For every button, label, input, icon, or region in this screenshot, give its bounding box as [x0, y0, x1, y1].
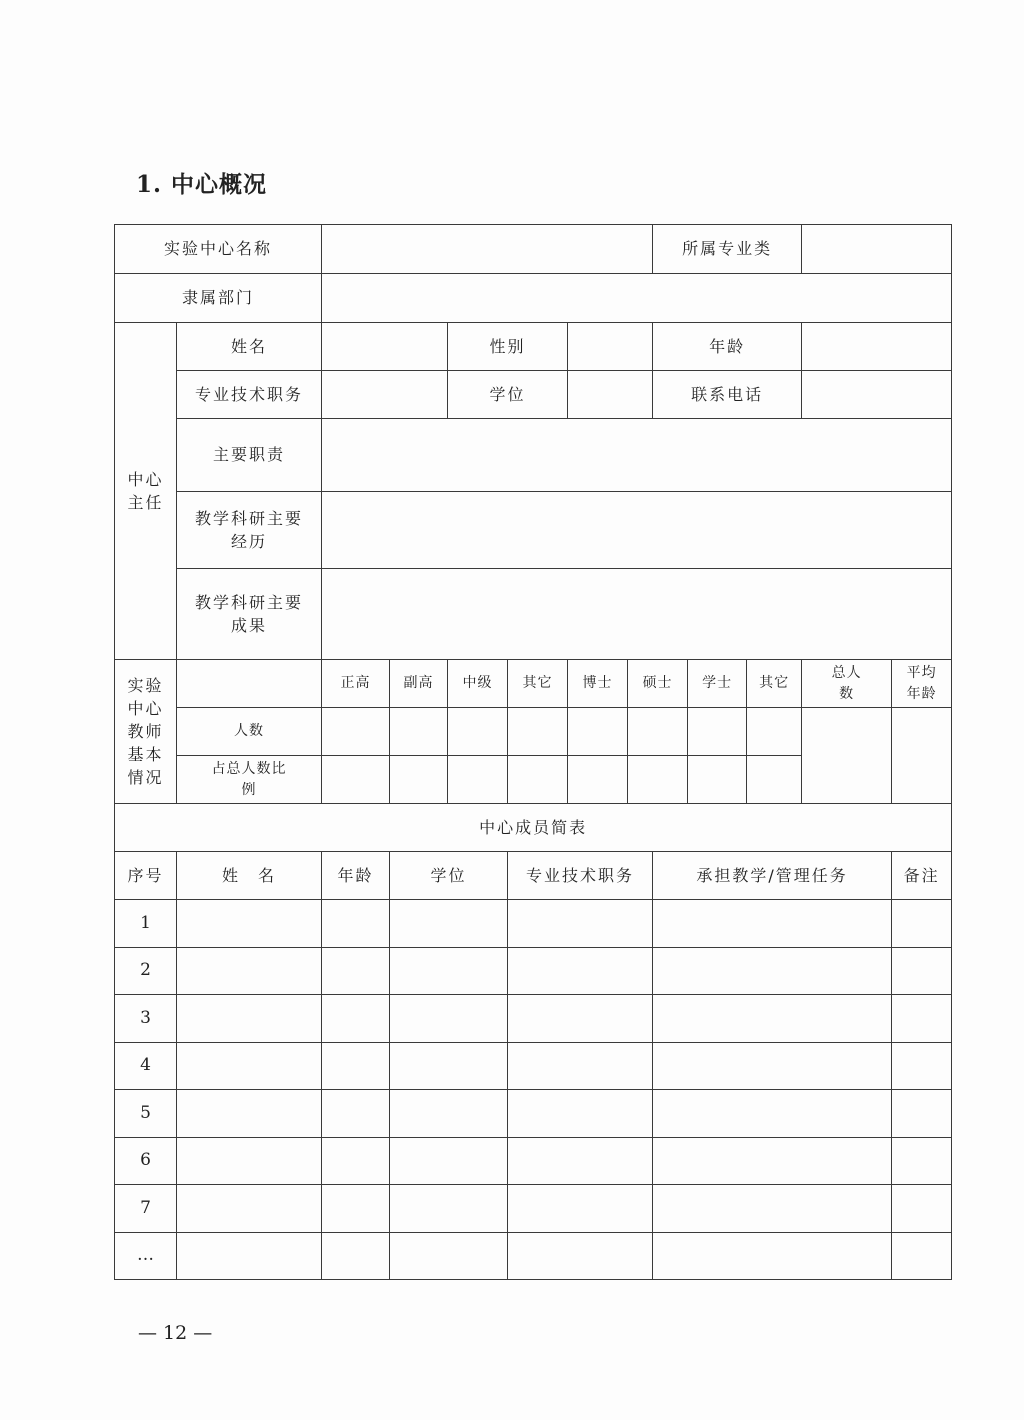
teachers-count-cell[interactable]	[628, 708, 688, 756]
member-row-index: 6	[115, 1137, 177, 1185]
director-achievements-label-line1: 教学科研主要	[195, 592, 304, 612]
teachers-count-row	[115, 708, 952, 756]
member-cell[interactable]	[322, 900, 390, 948]
member-row-index: 5	[115, 1090, 177, 1138]
director-group-label	[115, 323, 177, 660]
page-number: — 12 —	[138, 1322, 213, 1344]
director-degree-field[interactable]	[568, 371, 653, 419]
teachers-ratio-cell[interactable]	[747, 756, 802, 804]
director-phone-label: 联系电话	[653, 371, 802, 419]
member-cell[interactable]	[892, 995, 952, 1043]
member-row	[115, 900, 952, 948]
teachers-total-header-line1: 总人	[831, 665, 862, 682]
teachers-group-label-line: 中心	[127, 698, 164, 718]
member-row	[115, 1042, 952, 1090]
member-cell[interactable]	[892, 1185, 952, 1233]
director-name-label: 姓名	[177, 323, 322, 371]
director-group-label-line1: 中心	[127, 469, 164, 489]
director-group-label-line2: 主任	[127, 493, 164, 512]
teachers-avg-age-header-line2: 年龄	[906, 685, 937, 702]
department-field[interactable]	[322, 274, 952, 323]
member-cell[interactable]	[653, 995, 892, 1043]
director-experience-label-line2: 经历	[231, 532, 268, 551]
member-cell[interactable]	[892, 1232, 952, 1280]
director-degree-label: 学位	[448, 371, 568, 419]
members-col-header-age: 年龄	[322, 852, 390, 900]
member-cell[interactable]	[653, 1137, 892, 1185]
teachers-count-cell[interactable]	[322, 708, 390, 756]
member-cell[interactable]	[390, 947, 508, 995]
director-name-field[interactable]	[322, 323, 448, 371]
member-cell[interactable]	[390, 1042, 508, 1090]
member-cell[interactable]	[653, 1042, 892, 1090]
director-gender-label: 性别	[448, 323, 568, 371]
teachers-group-label-line: 情况	[127, 768, 164, 788]
member-cell[interactable]	[892, 1042, 952, 1090]
member-cell[interactable]	[653, 1232, 892, 1280]
teachers-corner-cell	[177, 660, 322, 708]
director-row-experience	[115, 492, 952, 569]
director-duties-label: 主要职责	[177, 419, 322, 492]
member-cell[interactable]	[177, 1232, 322, 1280]
teachers-ratio-cell[interactable]	[390, 756, 448, 804]
member-row	[115, 995, 952, 1043]
teachers-avg-age-field[interactable]	[892, 708, 952, 804]
major-category-label: 所属专业类	[653, 225, 802, 274]
member-cell[interactable]	[390, 1232, 508, 1280]
member-row	[115, 1185, 952, 1233]
teachers-header-row	[115, 660, 952, 708]
director-experience-field[interactable]	[322, 492, 952, 569]
teachers-ratio-label-line2: 例	[241, 781, 257, 798]
teachers-count-cell[interactable]	[568, 708, 628, 756]
member-cell[interactable]	[177, 1185, 322, 1233]
member-cell[interactable]	[892, 1090, 952, 1138]
teachers-col-header: 正高	[322, 660, 390, 708]
member-cell[interactable]	[508, 1232, 653, 1280]
members-col-header-name: 姓 名	[177, 852, 322, 900]
teachers-group-label-line: 教师	[127, 721, 164, 741]
member-cell[interactable]	[390, 1090, 508, 1138]
director-row-name	[115, 323, 952, 371]
teachers-total-field[interactable]	[802, 708, 892, 804]
member-row-index: 4	[115, 1042, 177, 1090]
teachers-avg-age-header-line1: 平均	[906, 665, 937, 682]
member-cell[interactable]	[390, 1137, 508, 1185]
member-row-index: …	[115, 1232, 177, 1280]
teachers-ratio-cell[interactable]	[322, 756, 390, 804]
teachers-ratio-cell[interactable]	[688, 756, 747, 804]
members-col-header-tasks: 承担教学/管理任务	[653, 852, 892, 900]
member-cell[interactable]	[177, 947, 322, 995]
member-cell[interactable]	[322, 1137, 390, 1185]
teachers-col-header: 其它	[747, 660, 802, 708]
director-age-field[interactable]	[802, 323, 952, 371]
member-cell[interactable]	[390, 900, 508, 948]
director-experience-label	[177, 492, 322, 569]
member-cell[interactable]	[508, 1137, 653, 1185]
director-row-title	[115, 371, 952, 419]
teachers-ratio-label	[177, 756, 322, 804]
center-name-field[interactable]	[322, 225, 653, 274]
member-cell[interactable]	[322, 947, 390, 995]
member-row-index: 2	[115, 947, 177, 995]
member-cell[interactable]	[322, 1090, 390, 1138]
member-row	[115, 1137, 952, 1185]
member-cell[interactable]	[653, 1090, 892, 1138]
teachers-col-header: 其它	[508, 660, 568, 708]
member-cell[interactable]	[322, 1185, 390, 1233]
member-row-index: 7	[115, 1185, 177, 1233]
member-row-index: 3	[115, 995, 177, 1043]
member-cell[interactable]	[508, 947, 653, 995]
teachers-ratio-label-line1: 占总人数比	[211, 761, 287, 778]
member-cell[interactable]	[508, 900, 653, 948]
section-title: 1. 中心概况	[136, 171, 268, 198]
member-cell[interactable]	[508, 1090, 653, 1138]
teachers-ratio-cell[interactable]	[508, 756, 568, 804]
member-cell[interactable]	[177, 995, 322, 1043]
member-cell[interactable]	[653, 900, 892, 948]
major-category-field[interactable]	[802, 225, 952, 274]
member-cell[interactable]	[390, 1185, 508, 1233]
director-row-duties	[115, 419, 952, 492]
department-label: 隶属部门	[115, 274, 322, 323]
director-duties-field[interactable]	[322, 419, 952, 492]
member-cell[interactable]	[390, 995, 508, 1043]
center-name-row	[115, 225, 952, 274]
director-achievements-label	[177, 569, 322, 660]
teachers-ratio-cell[interactable]	[568, 756, 628, 804]
member-cell[interactable]	[653, 947, 892, 995]
director-achievements-label-line2: 成果	[231, 616, 268, 635]
director-achievements-field[interactable]	[322, 569, 952, 660]
member-cell[interactable]	[177, 900, 322, 948]
member-cell[interactable]	[508, 1042, 653, 1090]
teachers-col-header: 中级	[448, 660, 508, 708]
director-row-achievements	[115, 569, 952, 660]
members-col-header-title: 专业技术职务	[508, 852, 653, 900]
teachers-count-cell[interactable]	[688, 708, 747, 756]
department-row	[115, 274, 952, 323]
member-row	[115, 947, 952, 995]
members-col-header-notes: 备注	[892, 852, 952, 900]
teachers-ratio-cell[interactable]	[448, 756, 508, 804]
teachers-group-label-line: 基本	[127, 745, 164, 765]
member-cell[interactable]	[508, 995, 653, 1043]
member-cell[interactable]	[322, 1232, 390, 1280]
member-cell[interactable]	[892, 947, 952, 995]
teachers-col-header: 学士	[688, 660, 747, 708]
members-title: 中心成员简表	[115, 804, 952, 852]
teachers-total-header	[802, 660, 892, 708]
director-phone-field[interactable]	[802, 371, 952, 419]
director-age-label: 年龄	[653, 323, 802, 371]
director-experience-label-line1: 教学科研主要	[195, 508, 304, 528]
teachers-group-label-line: 实验	[127, 675, 164, 695]
teachers-group-label	[115, 660, 177, 804]
members-col-header-index: 序号	[115, 852, 177, 900]
teachers-count-label: 人数	[177, 708, 322, 756]
director-gender-field[interactable]	[568, 323, 653, 371]
member-cell[interactable]	[177, 1137, 322, 1185]
teachers-col-header: 硕士	[628, 660, 688, 708]
members-header-row	[115, 852, 952, 900]
member-cell[interactable]	[322, 995, 390, 1043]
teachers-total-header-line2: 数	[839, 685, 855, 702]
center-name-label: 实验中心名称	[115, 225, 322, 274]
member-cell[interactable]	[508, 1185, 653, 1233]
members-title-row	[115, 804, 952, 852]
teachers-ratio-cell[interactable]	[628, 756, 688, 804]
teachers-count-cell[interactable]	[747, 708, 802, 756]
member-cell[interactable]	[892, 1137, 952, 1185]
teachers-count-cell[interactable]	[448, 708, 508, 756]
member-row	[115, 1232, 952, 1280]
member-row-index: 1	[115, 900, 177, 948]
member-cell[interactable]	[322, 1042, 390, 1090]
director-title-field[interactable]	[322, 371, 448, 419]
member-cell[interactable]	[177, 1090, 322, 1138]
member-cell[interactable]	[653, 1185, 892, 1233]
teachers-col-header: 副高	[390, 660, 448, 708]
teachers-count-cell[interactable]	[508, 708, 568, 756]
member-row	[115, 1090, 952, 1138]
members-col-header-degree: 学位	[390, 852, 508, 900]
member-cell[interactable]	[892, 900, 952, 948]
teachers-avg-age-header	[892, 660, 952, 708]
teachers-col-header: 博士	[568, 660, 628, 708]
director-title-label: 专业技术职务	[177, 371, 322, 419]
center-overview-form	[114, 224, 952, 1280]
member-cell[interactable]	[177, 1042, 322, 1090]
teachers-count-cell[interactable]	[390, 708, 448, 756]
